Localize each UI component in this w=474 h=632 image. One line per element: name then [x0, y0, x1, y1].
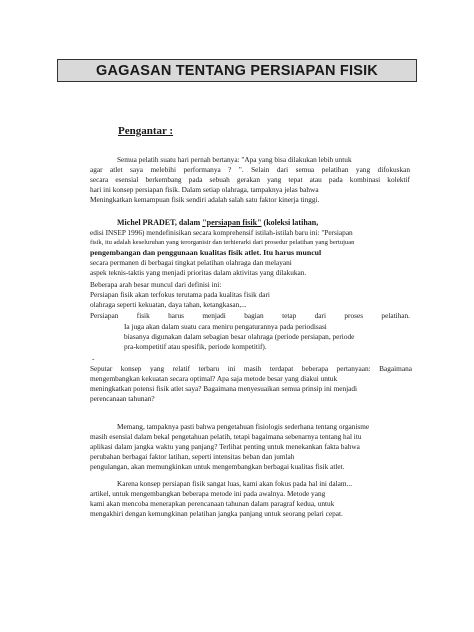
- para1-line: Meningkatkan kemampuan fisik sendiri adalah salah satu faktor kinerja tinggi.: [90, 195, 320, 204]
- para2-intro: [117, 218, 318, 228]
- para3-line: Persiapan fisik harus menjadi bagian tetap dari proses pelatihan.: [90, 311, 410, 320]
- para3-line: Beberapa arah besar muncul dari definisi ini:: [90, 280, 222, 289]
- para1-line: Semua pelatih suatu hari pernah bertanya: "Apa yang bisa dilakukan lebih untuk: [117, 155, 352, 164]
- para2-line: secara permanen di berbagai tingkat pelatihan olahraga dan melayani: [90, 258, 292, 267]
- section-heading: Pengantar :: [118, 125, 174, 137]
- para5-line: Memang, tampaknya pasti bahwa pengetahuan fisiologis sederhana tentang organisme: [117, 422, 370, 431]
- para2-line: fisik, itu adalah keseluruhan yang terorganisir dan terhierarki dari prosedur pelatihan yang bertujuan: [90, 239, 355, 246]
- document-title: GAGASAN TENTANG PERSIAPAN FISIK: [57, 59, 417, 82]
- collection-name: (koleksi latihan,: [263, 218, 319, 227]
- para4-line: perencanaan tahunan?: [90, 394, 155, 403]
- para5-line: aplikasi dalam jangka waktu yang panjang? Terlihat penting untuk menekankan fakta bahwa: [90, 442, 360, 451]
- para2-line: aspek teknis-taktis yang menjadi prioritas dalam aktivitas yang dilakukan.: [90, 268, 307, 277]
- para6-line: kami akan mencoba menerapkan perencanaan tahunan dalam paragraf kedua, untuk: [90, 499, 335, 508]
- para2-line: edisi INSEP 1996) mendefinisikan secara komprehensif istilah-istilah baru ini: "Persiapan: [90, 228, 353, 237]
- para5-line: masih esensial dalam bekal pengetahuan pelatih, tetapi bagaimana sebenarnya tentang hal itu: [90, 432, 362, 441]
- para6-line: Karena konsep persiapan fisik sangat luas, kami akan fokus pada hal ini dalam...: [117, 479, 353, 488]
- para2-bold-line: pengembangan dan penggunaan kualitas fisik atlet. Itu harus muncul: [90, 248, 322, 257]
- dash-marker: -: [92, 354, 95, 363]
- para6-line: mengakhiri dengan kemungkinan pelatihan jangka panjang untuk seorang pelari cepat.: [90, 509, 343, 518]
- para1-line: secara esensial berkembang pada sebuah gerakan yang tepat atau pada kombinasi kolektif: [90, 175, 410, 184]
- para5-line: pengulangan, akan memungkinkan untuk mengembangkan berbagai kualitas fisik atlet.: [90, 462, 345, 471]
- para6-line: artikel, untuk mengembangkan beberapa metode ini pada awalnya. Metode yang: [90, 489, 326, 498]
- book-title: "persiapan fisik": [202, 218, 262, 227]
- para3-line: olahraga seperti kekuatan, daya tahan, ketangkasan,...: [90, 300, 247, 309]
- para3-line: biasanya digunakan dalam sebagian besar olahraga (periode persiapan, periode: [124, 332, 355, 341]
- para3-line: Ia juga akan dalam suatu cara meniru pengaturannya pada periodisasi: [124, 322, 327, 331]
- para4-line: mengembangkan kekuatan secara optimal? Apa saja metode besar yang diakui untuk: [90, 374, 338, 383]
- para4-line: Seputar konsep yang relatif terbaru ini masih terdapat beberapa pertanyaan: Bagaimana: [90, 364, 412, 373]
- para3-line: pra-kompetitif atau spesifik, periode kompetitif).: [124, 342, 267, 351]
- para1-line: hari ini konsep persiapan fisik. Dalam setiap olahraga, tampaknya jelas bahwa: [90, 185, 319, 194]
- author-name: Michel PRADET, dalam: [117, 218, 201, 227]
- para1-line: agar atlet saya melebihi performanya ? ". Selain dari semua pelatihan yang difokuskan: [90, 165, 410, 174]
- para5-line: perubahan berbagai faktor latihan, seperti intensitas beban dan jumlah: [90, 452, 295, 461]
- para4-line: meningkatkan potensi fisik atlet saya? Bagaimana menyesuaikan semua prinsip ini menjadi: [90, 384, 358, 393]
- para3-line: Persiapan fisik akan terfokus terutama pada kualitas fisik dari: [90, 290, 270, 299]
